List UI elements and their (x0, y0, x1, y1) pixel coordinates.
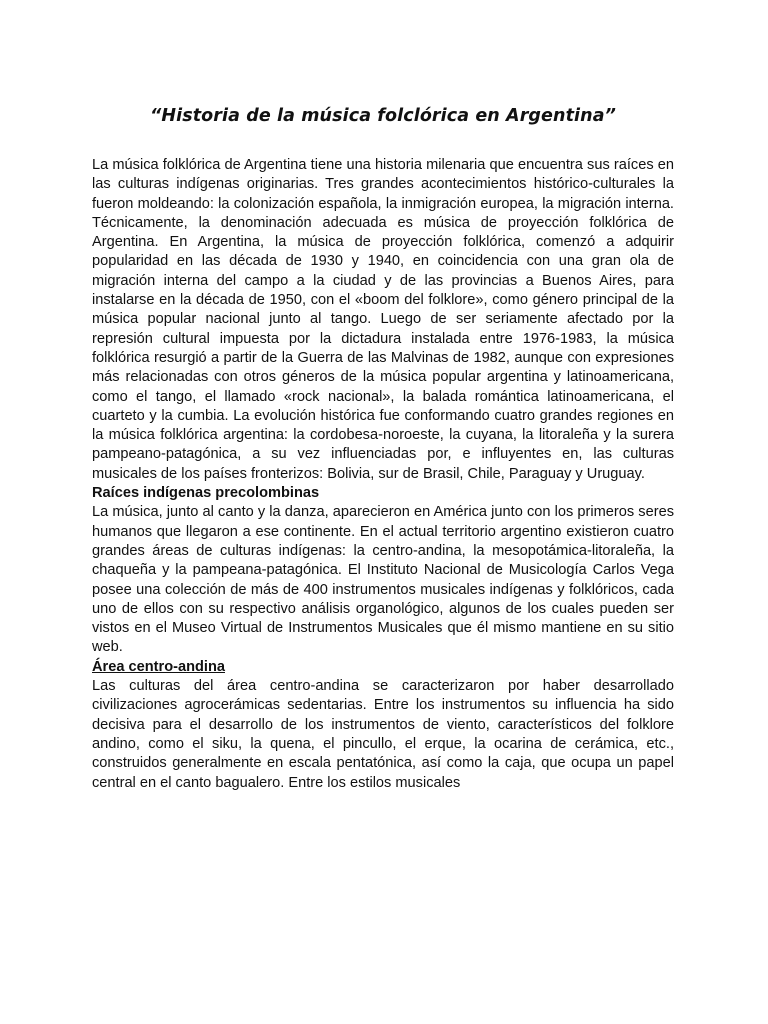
document-page (92, 106, 674, 793)
section-heading-raices: Raíces indígenas precolombinas (92, 485, 320, 502)
section-heading-centro-andina: Área centro-andina (92, 658, 225, 675)
section-paragraph-raices: La música, junto al canto y la danza, aparecieron en América junto con los primeros seres humanos que llegaron a ese continente. En el actual territorio argentino existieron cuatro grandes áreas de culturas indígenas: la centro-andina, la mesopotámica-litoraleña, la chaqueña y la pampeana-patagónica. El Instituto Nacional de Musicología Carlos Vega posee una colección de más de 400 instrumentos musicales indígenas y folklóricos, cada uno de ellos con su respectivo análisis organológico, algunos de los cuales pueden ser vistos en el Museo Virtual de Instrumentos Musicales que él mismo mantiene en su sitio web. (92, 504, 674, 656)
intro-paragraph: La música folklórica de Argentina tiene una historia milenaria que encuentra sus raíces en las culturas indígenas originarias. Tres grandes acontecimientos histórico-culturales la fueron moldeando: la colonización española, la inmigración europea, la migración interna. Técnicamente, la denominación adecuada es música de proyección folklórica de Argentina. En Argentina, la música de proyección folklórica, comenzó a adquirir popularidad en las década de 1930 y 1940, en coincidencia con una gran ola de migración interna del campo a la ciudad y de las provincias a Buenos Aires, para instalarse en la década de 1950, con el «boom del folklore», como género principal de la música popular nacional junto al tango. Luego de ser seriamente afectado por la represión cultural impuesta por la dictadura instalada entre 1976-1983, la música folklórica resurgió a partir de la Guerra de las Malvinas de 1982, aunque con expresiones más relacionadas con otros géneros de la música popular argentina y latinoamericana, como el tango, el llamado «rock nacional», la balada romántica latinoamericana, el cuarteto y la cumbia. La evolución histórica fue conformando cuatro grandes regiones en la música folklórica argentina: la cordobesa-noroeste, la cuyana, la litoraleña y la surera pampeano-patagónica, a su vez influenciadas por, e influyentes en, las culturas musicales de los países fronterizos: Bolivia, sur de Brasil, Chile, Paraguay y Uruguay. (92, 157, 674, 482)
document-title: “Historia de la música folclórica en Argentina” (149, 106, 616, 126)
section-paragraph-centro-andina: Las culturas del área centro-andina se caracterizaron por haber desarrollado civilizaciones agrocerámicas sedentarias. Entre los instrumentos su influencia ha sido decisiva para el desarrollo de los instrumentos de viento, característicos del folklore andino, como el siku, la quena, el pincullo, el erque, la ocarina de cerámica, etc., construidos generalmente en escala pentatónica, así como la caja, que ocupa un papel central en el canto bagualero. Entre los estilos musicales (92, 678, 674, 791)
